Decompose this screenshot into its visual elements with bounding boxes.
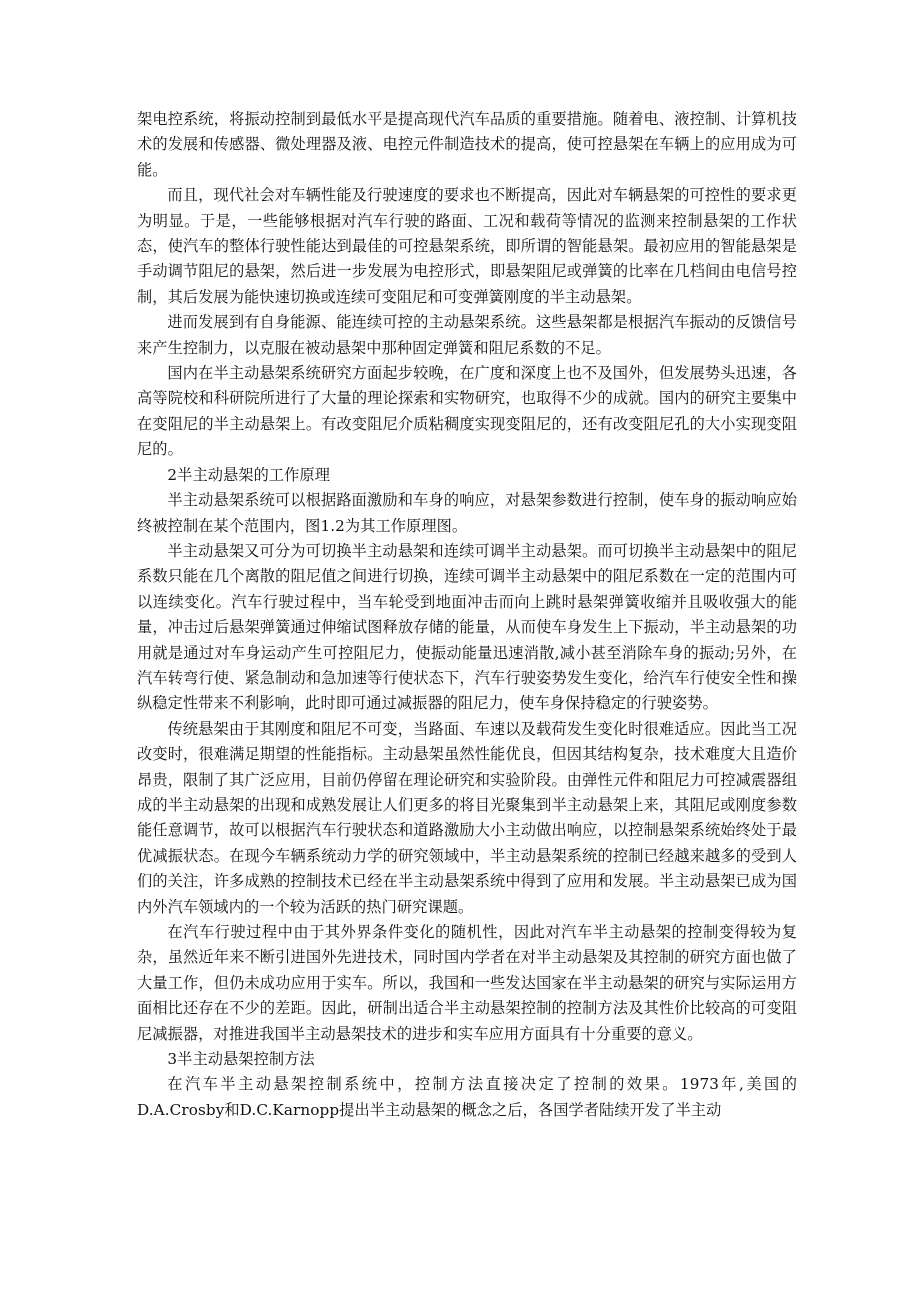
paragraph-domestic-research: 国内在半主动悬架系统研究方面起步较晚，在广度和深度上也不及国外，但发展势头迅速，各高等院校和科研院所进行了大量的理论探索和实物研究，也取得不少的成就。国内的研究主要集中在变阻尼的半主动悬架上。有改变阻尼介质粘稠度实现变阻尼的，还有改变阻尼孔的大小实现变阻尼的。 xyxy=(137,364,797,459)
section-heading-working-principle: 2半主动悬架的工作原理 xyxy=(167,465,331,484)
paragraph-suspension-types: 半主动悬架又可分为可切换半主动悬架和连续可调半主动悬架。而可切换半主动悬架中的阻尼系数只能在几个离散的阻尼值之间进行切换，连续可调半主动悬架中的阻尼系数在一定的范围内可以连续变化。汽车行驶过程中，当车轮受到地面冲击而向上跳时悬架弹簧收缩并且吸收强大的能量，冲击过后悬架弹簧通过伸缩试图释放存储的能量，从而使车身发生上下振动，半主动悬架的功用就是通过对车身运动产生可控阻尼力，使振动能量迅速消散,减小甚至消除车身的振动;另外，在汽车转弯行使、紧急制动和急加速等行使状态下，汽车行驶姿势发生变化，给汽车行使安全性和操纵稳定性带来不利影响，此时即可通过减振器的阻尼力，使车身保持稳定的行驶姿势。 xyxy=(137,541,797,713)
paragraph-research-significance: 在汽车行驶过程中由于其外界条件变化的随机性，因此对汽车半主动悬架的控制变得较为复杂，虽然近年来不断引进国外先进技术，同时国内学者在对半主动悬架及其控制的研究方面也做了大量工作，但仍未成功应用于实车。所以，我国和一些发达国家在半主动悬架的研究与实际运用方面相比还存在不少的差距。因此，研制出适合半主动悬架控制的控制方法及其性价比较高的可变阻尼减振器，对推进我国半主动悬架技术的进步和实车应用方面具有十分重要的意义。 xyxy=(137,923,797,1043)
paragraph-continuation: 架电控系统，将振动控制到最低水平是提高现代汽车品质的重要措施。随着电、液控制、计算机技术的发展和传感器、微处理器及液、电控元件制造技术的提高，使可控悬架在车辆上的应用成为可能。 xyxy=(137,110,797,179)
paragraph-active-suspension: 进而发展到有自身能源、能连续可控的主动悬架系统。这些悬架都是根据汽车振动的反馈信号来产生控制力，以克服在被动悬架中那种固定弹簧和阻尼系数的不足。 xyxy=(137,313,797,357)
paragraph-traditional-vs-active: 传统悬架由于其刚度和阻尼不可变，当路面、车速以及载荷发生变化时很难适应。因此当工况改变时，很难满足期望的性能指标。主动悬架虽然性能优良，但因其结构复杂，技术难度大且造价昂贵，限制了其广泛应用，目前仍停留在理论研究和实验阶段。由弹性元件和阻尼力可控减震器组成的半主动悬架的出现和成熟发展让人们更多的将目光聚集到半主动悬架上来，其阻尼或刚度参数能任意调节，故可以根据汽车行驶状态和道路激励大小主动做出响应，以控制悬架系统始终处于最优减振状态。在现今车辆系统动力学的研究领域中，半主动悬架系统的控制已经越来越多的受到人们的关注，许多成熟的控制技术已经在半主动悬架系统中得到了应用和发展。半主动悬架已成为国内外汽车领域内的一个较为活跃的热门研究课题。 xyxy=(137,719,797,916)
section-heading-control-methods: 3半主动悬架控制方法 xyxy=(167,1050,315,1069)
paragraph-controllable-suspension: 而且，现代社会对车辆性能及行驶速度的要求也不断提高，因此对车辆悬架的可控性的要求更为明显。于是，一些能够根据对汽车行驶的路面、工况和载荷等情况的监测来控制悬架的工作状态，使汽车的整体行驶性能达到最佳的可控悬架系统，即所谓的智能悬架。最初应用的智能悬架是手动调节阻尼的悬架，然后进一步发展为电控形式，即悬架阻尼或弹簧的比率在几档间由电信号控制，其后发展为能快速切换或连续可变阻尼和可变弹簧刚度的半主动悬架。 xyxy=(137,186,797,306)
document-page xyxy=(137,107,797,1123)
paragraph-control-methods-intro: 在汽车半主动悬架控制系统中，控制方法直接决定了控制的效果。1973年,美国的D.A.Crosby和D.C.Karnopp提出半主动悬架的概念之后，各国学者陆续开发了半主动 xyxy=(137,1075,797,1119)
paragraph-principle-overview: 半主动悬架系统可以根据路面激励和车身的响应，对悬架参数进行控制，使车身的振动响应始终被控制在某个范围内，图1.2为其工作原理图。 xyxy=(137,491,797,535)
